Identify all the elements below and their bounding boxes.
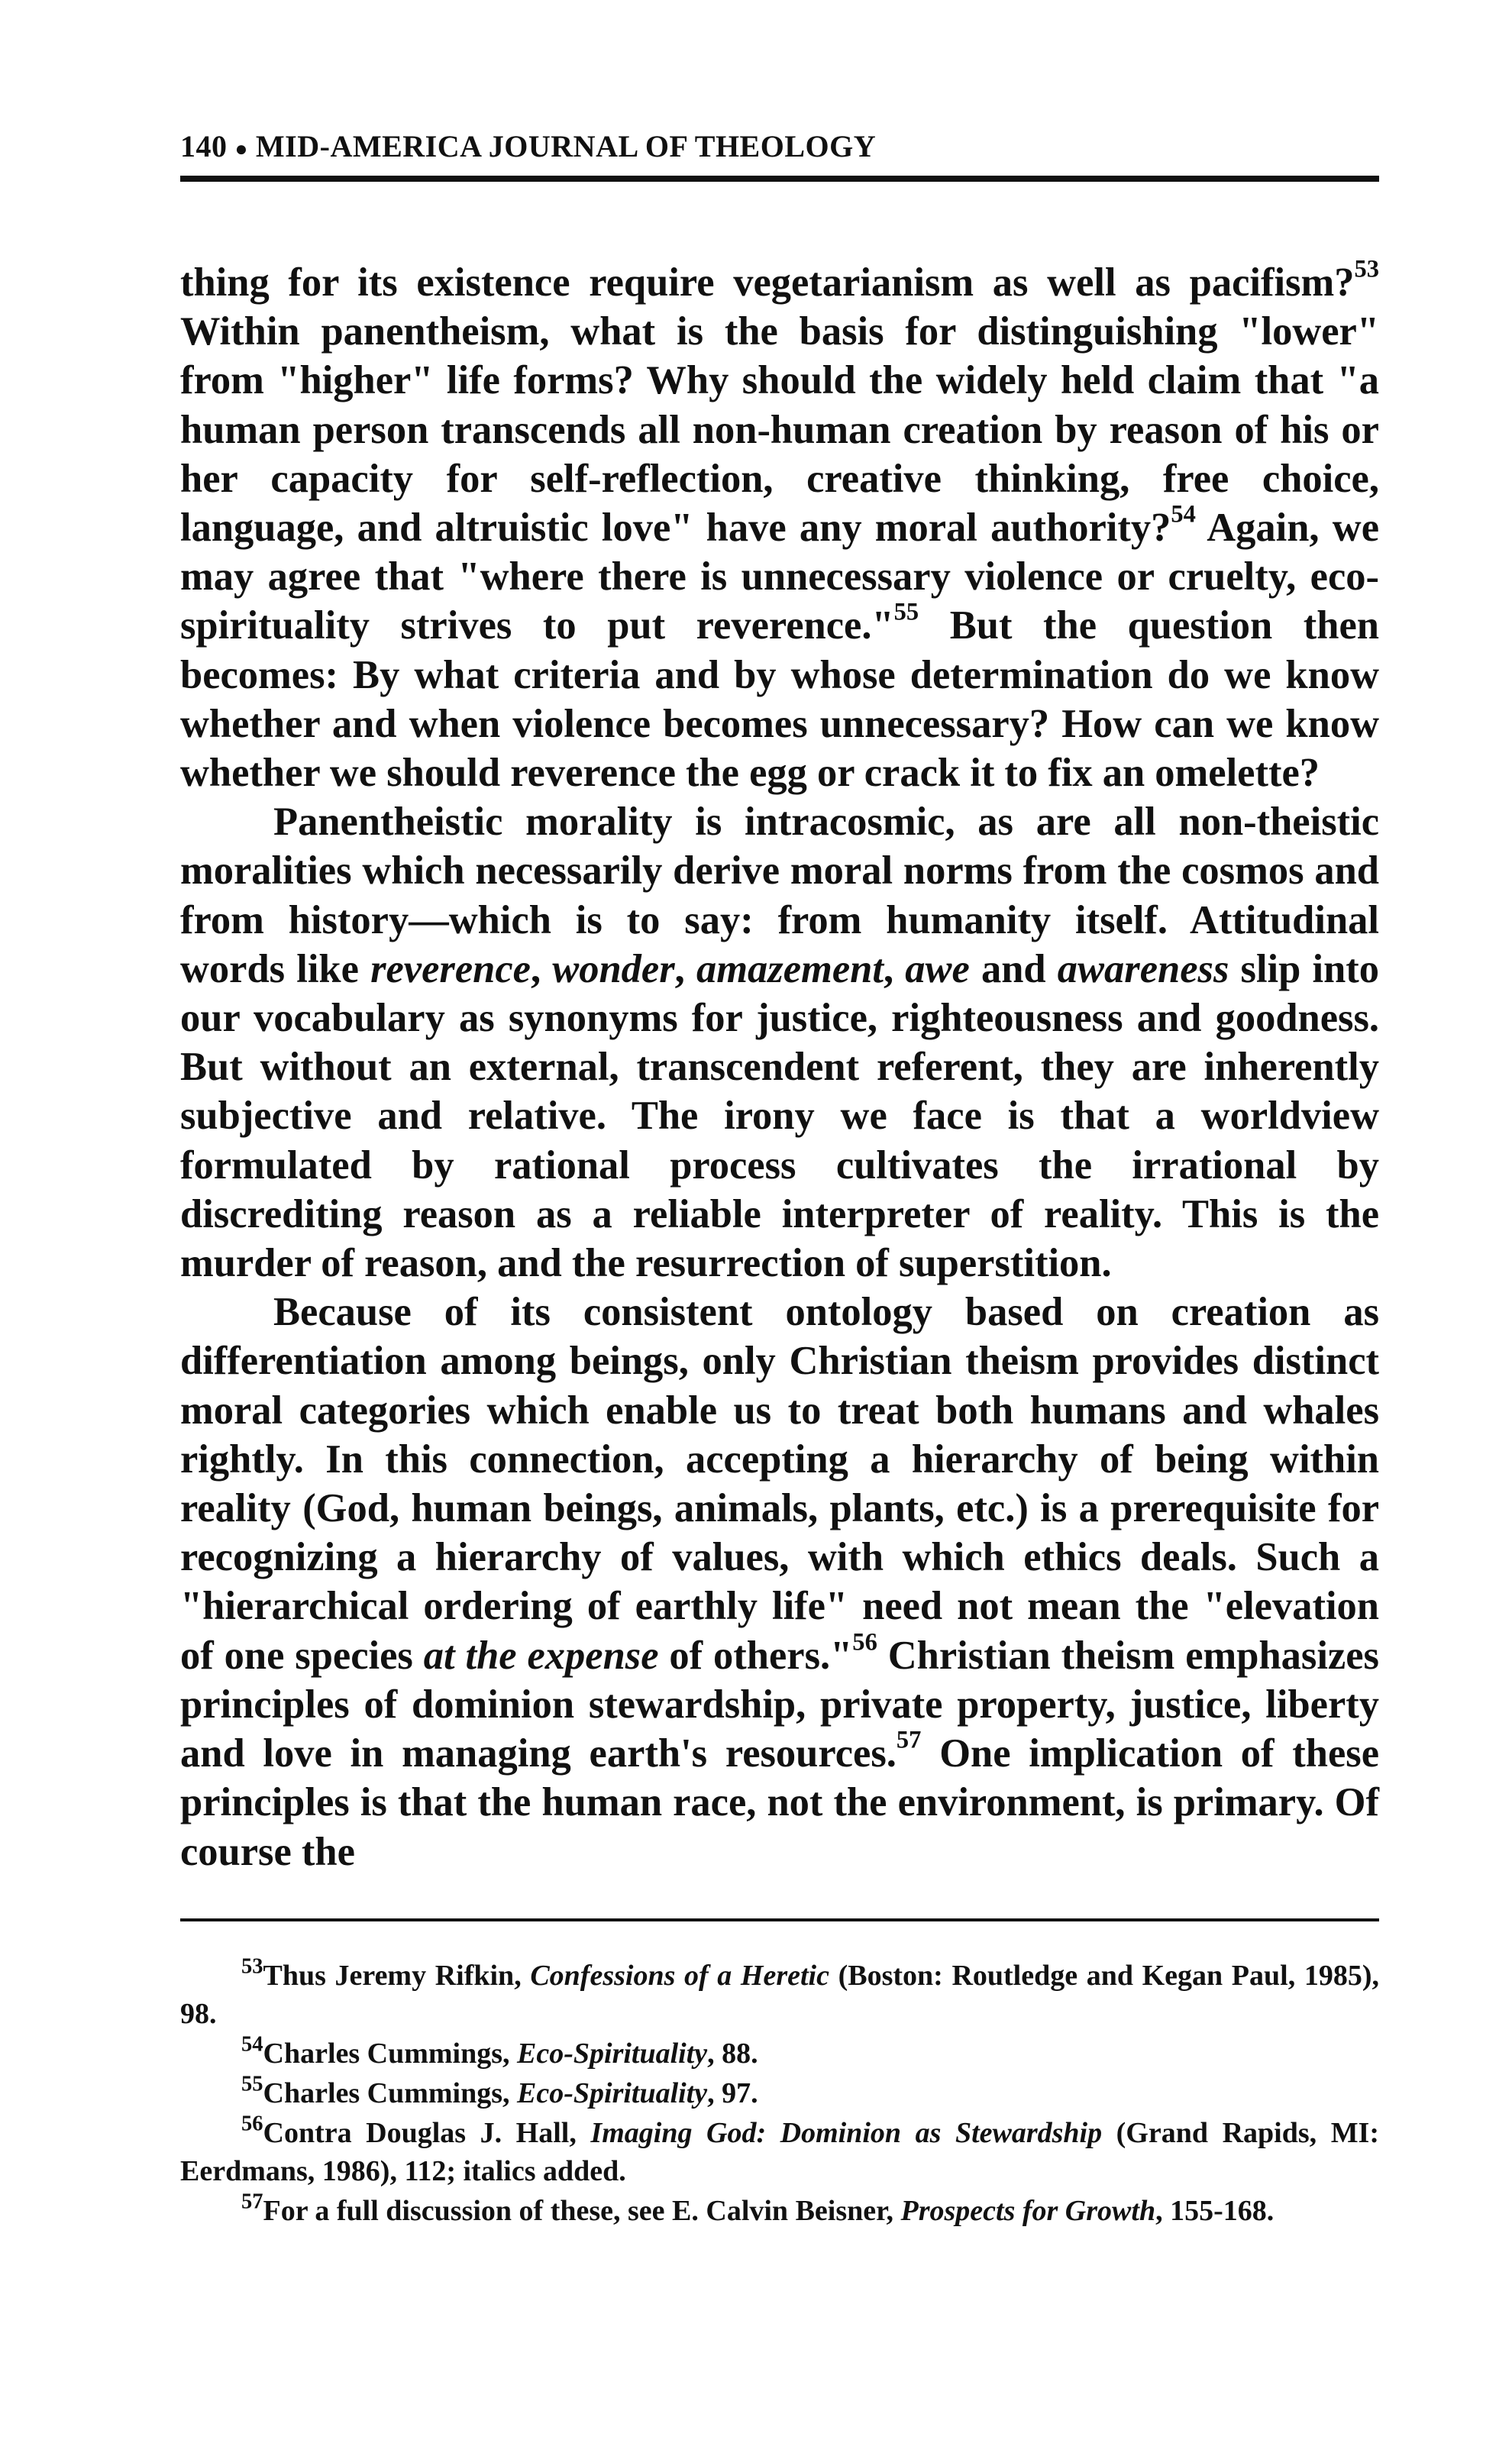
footnote-title: Prospects for Growth (900, 2195, 1156, 2227)
page-number: 140 (180, 129, 228, 163)
italic-term: awe (905, 946, 970, 991)
footnote-number: 55 (241, 2072, 263, 2096)
italic-term: awareness (1057, 946, 1229, 991)
italic-term: reverence (370, 946, 531, 991)
running-header (180, 128, 1379, 164)
footnote-number: 53 (241, 1954, 263, 1979)
footnote-ref-56: 56 (852, 1628, 877, 1656)
footnote-text: (Boston: Routledge and Kegan Paul, 1985), 98. (180, 1960, 1379, 2030)
footnote-56 (180, 2114, 1379, 2190)
footnote-rule (180, 1918, 1379, 1921)
text-run: Within panentheism, what is the basis for distinguishing "lower" from "higher" life forms? Why should the widely held claim that "a human person transcends all non-human creation by reason of his or her capacity for self-reflection, creative thinking, free choice, language, and altruistic love" have any moral authority? (180, 309, 1379, 551)
footnote-text: (Grand Rapids, MI: Eerdmans, 1986), 112; italics added. (180, 2117, 1379, 2187)
footnote-text: , 97. (707, 2077, 758, 2109)
italic-term: wonder (552, 946, 675, 991)
text-run: But the question then becomes: By what criteria and by whose determination do we know whether and when violence becomes unnecessary? How can we know whether we should reverence the egg or crack it to fix an omelette? (180, 603, 1379, 796)
text-run: of others." (658, 1633, 853, 1678)
footnote-title: Imaging God: Dominion as Stewardship (590, 2117, 1103, 2149)
footnote-number: 54 (241, 2032, 263, 2057)
text-run: , (530, 946, 553, 991)
bullet-separator-icon: ● (234, 137, 248, 161)
italic-term: at the expense (423, 1633, 659, 1678)
paragraph-1 (180, 255, 1379, 797)
footnotes (180, 1954, 1379, 2232)
footnote-ref-55: 55 (893, 599, 919, 627)
text-run: Christian theism emphasizes principles of dominion stewardship, private property, justice, liberty and love in managing earth's resources. (180, 1633, 1379, 1776)
journal-title: MID-AMERICA JOURNAL OF THEOLOGY (255, 129, 877, 163)
footnote-ref-53: 53 (1354, 255, 1379, 283)
footnote-text: For a full discussion of these, see E. Calvin Beisner, (263, 2195, 901, 2227)
footnote-text: Charles Cummings, (263, 2077, 518, 2109)
footnote-text: Charles Cummings, (263, 2038, 518, 2070)
footnote-ref-54: 54 (1171, 500, 1196, 528)
footnote-text: Thus Jeremy Rifkin, (263, 1960, 531, 1992)
italic-term: amazement (696, 946, 884, 991)
footnote-57 (180, 2192, 1379, 2230)
footnote-text: , 88. (707, 2038, 758, 2070)
footnote-number: 56 (241, 2112, 263, 2136)
footnote-title: Confessions of a Heretic (530, 1960, 829, 1992)
main-text (180, 255, 1380, 1876)
footnote-title: Eco-Spirituality (517, 2077, 708, 2109)
text-run: thing for its existence require vegetarianism as well as pacifism? (180, 260, 1355, 305)
paragraph-3 (180, 1288, 1379, 1876)
footnote-text: , 155-168. (1155, 2195, 1275, 2227)
text-run: One implication of these principles is that the human race, not the environment, is primary. Of course the (180, 1731, 1380, 1874)
footnote-55 (180, 2074, 1379, 2112)
paragraph-2 (180, 797, 1379, 1288)
text-run: Again, we may agree that "where there is unnecessary violence or cruelty, eco-spirituality strives to put reverence." (180, 506, 1379, 648)
footnote-title: Eco-Spirituality (517, 2038, 708, 2070)
text-run: and (969, 946, 1058, 991)
footnote-text: Contra Douglas J. Hall, (263, 2117, 591, 2149)
header-rule (180, 176, 1379, 182)
footnote-54 (180, 2034, 1379, 2073)
text-run: Because of its consistent ontology based on creation as differentiation among beings, only Christian theism provides distinct moral categories which enable us to treat both humans and whales rightly. In this connection, accepting a hierarchy of being within reality (God, human beings, animals, plants, etc.) is a prerequisite for recognizing a hierarchy of values, with which ethics deals. Such a "hierarchical ordering of earthly life" need not mean the "elevation of one species (180, 1290, 1379, 1678)
text-run: Panentheistic morality is intracosmic, as are all non-theistic moralities which necessarily derive moral norms from the cosmos and from history—which is to say: from humanity itself. Attitudinal words like (180, 800, 1379, 991)
footnote-53 (180, 1954, 1379, 2033)
footnote-ref-57: 57 (896, 1726, 922, 1754)
footnote-number: 57 (241, 2190, 263, 2214)
text-run: , (883, 946, 906, 991)
text-run: slip into our vocabulary as synonyms for justice, righteousness and goodness. But without an external, transcendent referent, they are inherently subjective and relative. The irony we face is that a worldview formulated by rational process cultivates the irrational by discrediting reason as a reliable interpreter of reality. This is the murder of reason, and the resurrection of superstition. (180, 946, 1380, 1286)
text-run: , (674, 946, 696, 991)
